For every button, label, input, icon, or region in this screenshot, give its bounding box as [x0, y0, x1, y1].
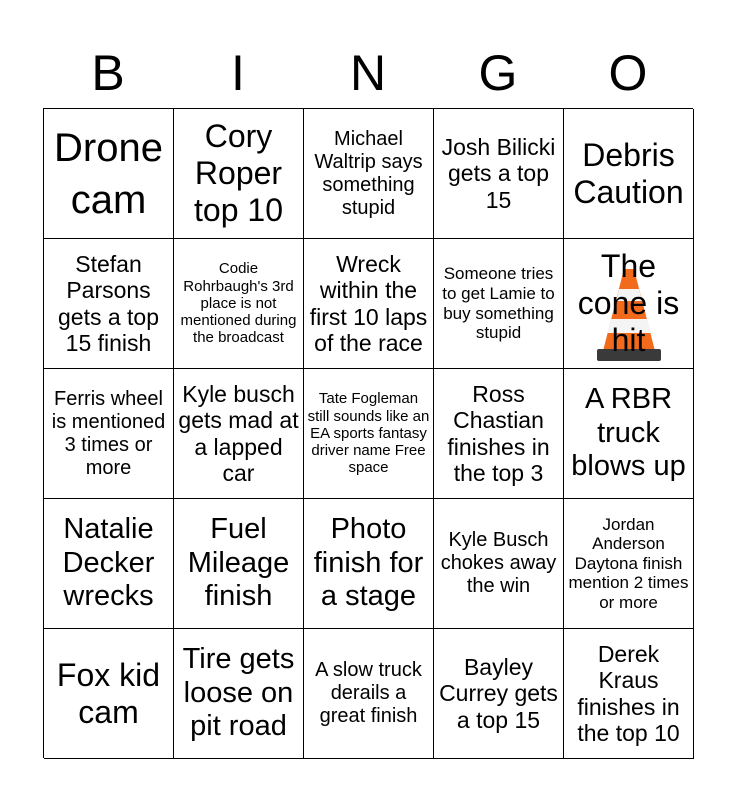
cell-text: Kyle busch gets mad at a lapped car: [178, 380, 299, 486]
cell-text: Bayley Currey gets a top 15: [439, 653, 558, 733]
header-letter-n: N: [349, 45, 387, 101]
bingo-cell[interactable]: [304, 109, 434, 239]
bingo-cell[interactable]: [434, 499, 564, 629]
cell-text: Tate Fogleman still sounds like an EA sports fantasy driver name Free space: [307, 390, 430, 477]
bingo-cell[interactable]: [304, 499, 434, 629]
cell-text: Josh Bilicki gets a top 15: [441, 133, 556, 213]
cell-text: A slow truck derails a great finish: [315, 659, 422, 727]
bingo-cell[interactable]: [44, 239, 174, 369]
cell-text: Derek Kraus finishes in the top 10: [577, 640, 680, 746]
bingo-cell[interactable]: [434, 629, 564, 759]
bingo-header: [43, 42, 693, 104]
cell-text: Wreck within the first 10 laps of the race: [309, 250, 428, 356]
cell-text: Ferris wheel is mentioned 3 times or more: [51, 387, 166, 479]
bingo-cell[interactable]: [44, 109, 174, 239]
bingo-cell[interactable]: [44, 369, 174, 499]
header-letter-g: G: [478, 45, 518, 101]
cell-text: Stefan Parsons gets a top 15 finish: [57, 250, 160, 356]
bingo-cell[interactable]: [174, 369, 304, 499]
cell-text: Natalie Decker wrecks: [62, 513, 155, 613]
header-letter-o: O: [608, 45, 648, 101]
cell-text: Ross Chastian finishes in the top 3: [447, 380, 550, 486]
cell-text: Tire gets loose on pit road: [182, 643, 295, 743]
cell-text: Codie Rohrbaugh's 3rd place is not mentioned during the broadcast: [180, 260, 297, 347]
bingo-cell[interactable]: [564, 499, 694, 629]
bingo-cell[interactable]: [434, 109, 564, 239]
cell-text: Cory Roper top 10: [194, 118, 283, 228]
header-letter-b: B: [91, 45, 125, 101]
bingo-cell[interactable]: [564, 369, 694, 499]
cell-text: Photo finish for a stage: [313, 513, 424, 613]
bingo-cell[interactable]: [304, 239, 434, 369]
bingo-cell[interactable]: [564, 629, 694, 759]
bingo-cell[interactable]: [174, 629, 304, 759]
bingo-cell[interactable]: [44, 499, 174, 629]
cell-text: The cone is hit: [577, 248, 680, 358]
bingo-grid: [43, 108, 693, 758]
cell-text: Debris Caution: [573, 136, 684, 210]
bingo-cell[interactable]: [174, 239, 304, 369]
bingo-cell-cone[interactable]: [564, 239, 694, 369]
cell-text: Jordan Anderson Daytona finish mention 2 times or more: [568, 514, 689, 612]
cell-text: Kyle Busch chokes away the win: [440, 529, 557, 597]
bingo-cell[interactable]: [174, 109, 304, 239]
cell-text: Michael Waltrip says something stupid: [314, 127, 423, 219]
cell-text: Fox kid cam: [56, 656, 161, 730]
bingo-cell[interactable]: [174, 499, 304, 629]
bingo-cell[interactable]: [304, 629, 434, 759]
bingo-cell[interactable]: [434, 369, 564, 499]
cell-text: A RBR truck blows up: [571, 383, 686, 483]
bingo-cell[interactable]: [434, 239, 564, 369]
bingo-cell[interactable]: [44, 629, 174, 759]
cell-text: Fuel Mileage finish: [187, 513, 290, 613]
cell-text: Drone cam: [54, 125, 163, 222]
bingo-cell-free-space[interactable]: [304, 369, 434, 499]
cell-text: Someone tries to get Lamie to buy something stupid: [442, 264, 555, 343]
header-letter-i: I: [231, 45, 245, 101]
bingo-cell[interactable]: [564, 109, 694, 239]
